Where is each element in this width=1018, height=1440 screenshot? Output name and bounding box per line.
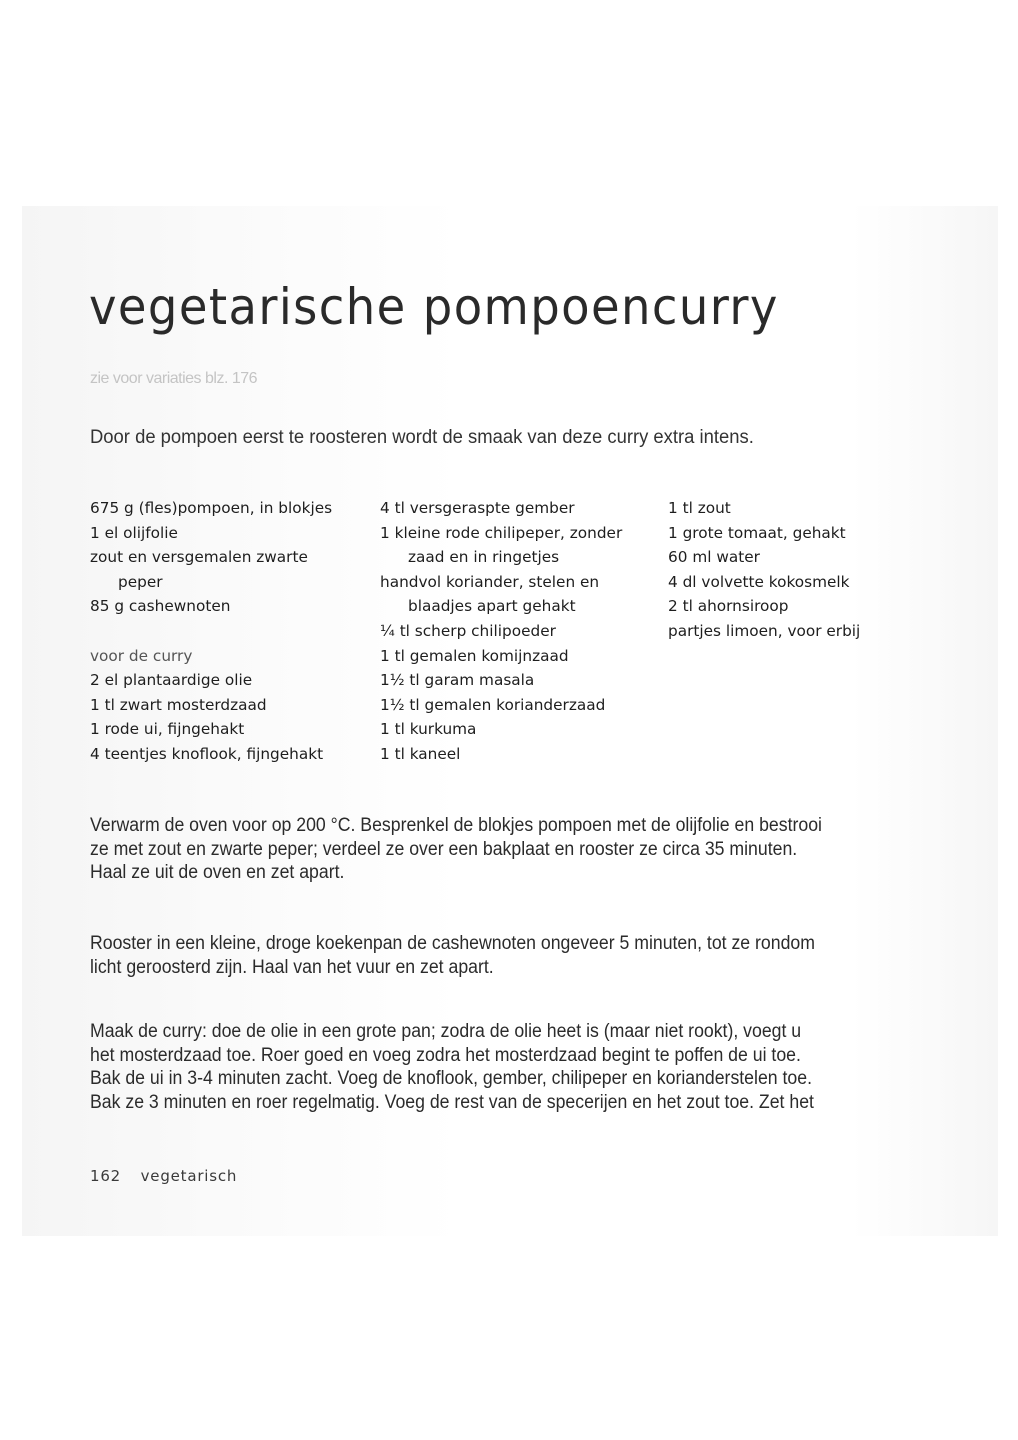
ingredient-continuation: blaadjes apart gehakt — [408, 597, 576, 616]
ingredient-item — [90, 521, 370, 546]
ingredient-item — [380, 644, 660, 669]
ingredient-text: 1½ tl garam masala — [380, 671, 535, 690]
ingredient-text: 1 tl kaneel — [380, 744, 461, 763]
ingredients-column-2 — [380, 496, 660, 767]
ingredient-text: 1 kleine rode chilipeper, zonder — [380, 523, 623, 542]
ingredient-text: ¼ tl scherp chilipoeder — [380, 621, 556, 640]
page-footer — [90, 1167, 237, 1185]
method-line: Bak ze 3 minuten en roer regelmatig. Voeg de rest van de specerijen en het zout toe. Zet het — [90, 1091, 814, 1113]
ingredient-item — [668, 594, 928, 619]
ingredient-text: 1 tl zout — [668, 499, 731, 517]
ingredient-text: 1½ tl gemalen korianderzaad — [380, 695, 606, 714]
recipe-intro: Door de pompoen eerst te roosteren wordt de smaak van deze curry extra intens. — [90, 427, 754, 448]
ingredient-item — [668, 570, 928, 595]
ingredients-column-3 — [668, 496, 928, 644]
ingredient-item — [380, 521, 660, 570]
ingredient-item — [380, 668, 660, 693]
ingredient-text: handvol koriander, stelen en — [380, 572, 600, 591]
ingredient-text: voor de curry — [90, 646, 193, 665]
ingredient-text: 1 tl gemalen komijnzaad — [380, 646, 569, 665]
ingredient-text: 4 tl versgeraspte gember — [380, 499, 575, 517]
ingredient-item — [668, 619, 928, 644]
ingredient-item — [90, 717, 370, 742]
ingredient-item — [90, 693, 370, 718]
method-step-2 — [90, 932, 890, 979]
ingredient-text: 1 tl kurkuma — [380, 720, 477, 739]
ingredient-text: 1 grote tomaat, gehakt — [668, 523, 846, 542]
ingredient-continuation: peper — [118, 572, 163, 591]
ingredient-item — [380, 496, 660, 521]
ingredient-item — [90, 742, 370, 767]
ingredient-item — [90, 496, 370, 521]
ingredient-text: 2 el plantaardige olie — [90, 671, 253, 690]
ingredient-text: 1 rode ui, fijngehakt — [90, 720, 245, 739]
ingredient-item — [380, 570, 660, 619]
ingredient-item — [668, 521, 928, 546]
method-line: Haal ze uit de oven en zet apart. — [90, 862, 345, 883]
ingredient-text: 1 el olijfolie — [90, 523, 178, 542]
method-step-3 — [90, 1020, 890, 1114]
method-line: licht geroosterd zijn. Haal van het vuur en zet apart. — [90, 956, 494, 978]
ingredient-item — [90, 545, 370, 594]
ingredient-text: 1 tl zwart mosterdzaad — [90, 695, 267, 714]
ingredient-item — [380, 693, 660, 718]
ingredient-spacer — [90, 619, 370, 644]
ingredient-text: partjes limoen, voor erbij — [668, 621, 861, 640]
ingredient-item — [668, 496, 928, 521]
method-line: Bak de ui in 3-4 minuten zacht. Voeg de knoflook, gember, chilipeper en korianderstelen toe. — [90, 1068, 812, 1089]
method-step-1 — [90, 814, 890, 885]
ingredient-text: 4 dl volvette kokosmelk — [668, 572, 850, 591]
ingredient-text: 675 g (fles)pompoen, in blokjes — [90, 499, 333, 517]
method-line: Rooster in een kleine, droge koekenpan de cashewnoten ongeveer 5 minuten, tot ze rondom — [90, 933, 815, 954]
ingredient-item — [380, 717, 660, 742]
ingredient-item — [380, 742, 660, 767]
ingredient-item — [90, 668, 370, 693]
section-name: vegetarisch — [140, 1167, 238, 1185]
ingredient-text: 2 tl ahornsiroop — [668, 597, 789, 616]
variations-note: zie voor variaties blz. 176 — [90, 370, 258, 387]
page-number: 162 — [90, 1167, 122, 1185]
ingredients-column-1 — [90, 496, 370, 767]
ingredient-text: zout en versgemalen zwarte — [90, 548, 308, 567]
ingredient-continuation: zaad en in ringetjes — [408, 548, 560, 567]
method-line: het mosterdzaad toe. Roer goed en voeg zodra het mosterdzaad begint te poffen de ui toe. — [90, 1044, 801, 1066]
ingredient-item — [668, 545, 928, 570]
ingredient-text: 4 teentjes knoflook, fijngehakt — [90, 744, 324, 763]
ingredient-text: 60 ml water — [668, 548, 760, 567]
recipe-title: vegetarische pompoencurry — [89, 278, 779, 336]
ingredient-subheading — [90, 644, 370, 669]
method-line: ze met zout en zwarte peper; verdeel ze over een bakplaat en rooster ze circa 35 minuten. — [90, 838, 798, 860]
method-line: Verwarm de oven voor op 200 °C. Besprenkel de blokjes pompoen met de olijfolie en bestrooi — [90, 815, 822, 836]
ingredient-item — [90, 594, 370, 619]
ingredient-item — [380, 619, 660, 644]
method-line: Maak de curry: doe de olie in een grote pan; zodra de olie heet is (maar niet rookt), voegt u — [90, 1021, 802, 1042]
ingredient-text: 85 g cashewnoten — [90, 597, 231, 616]
